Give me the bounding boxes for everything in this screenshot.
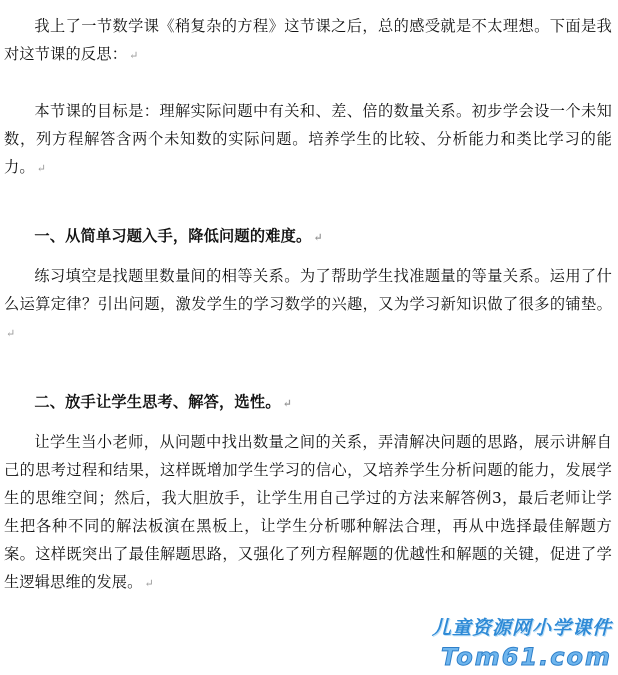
paragraph-mark-icon: ↵ — [144, 577, 154, 590]
site-watermark-logo — [412, 613, 612, 671]
paragraph-mark-icon: ↵ — [129, 49, 139, 62]
watermark-site-name: 儿童资源网小学课件 — [431, 617, 612, 639]
paragraph-mark-icon: ↵ — [313, 231, 323, 244]
paragraph-mark-icon: ↵ — [282, 397, 293, 410]
paragraph-section-2: 让学生当小老师，从问题中找出数量之间的关系，弄清解决问题的思路，展示讲解自己的思考过程和结果，这样既增加学生学习的信心，又培养学生分析问题的能力，发展学生的思维空间；然后，我大胆放手，让学生用自己学过的方法来解答例3，最后老师让学生把各种不同的解法板演在黑板上，让学生分析哪种解法合理，再从中选择最佳解题方案。这样既突出了最佳解题思路，又强化了列方程解题的优越性和解题的关键，促进了学生逻辑思维的发展。 ↵ — [4, 433, 612, 591]
section-heading-2: 二、放手让学生思考、解答，选性。 ↵ — [34, 393, 293, 411]
paragraph-intro: 我上了一节数学课《稍复杂的方程》这节课之后，总的感受就是不太理想。下面是我对这节课的反思： ↵ — [4, 17, 612, 63]
paragraph-mark-icon: ↵ — [36, 162, 47, 175]
section-heading-1: 一、从简单习题入手，降低问题的难度。 ↵ — [34, 227, 323, 245]
paragraph-section-1: 练习填空是找题里数量间的相等关系。为了帮助学生找准题量的等量关系。运用了什么运算定律？引出问题，激发学生的学习数学的兴趣，又为学习新知识做了很多的铺垫。↵ — [4, 267, 612, 340]
paragraph-mark-icon: ↵ — [6, 327, 16, 340]
watermark-domain: Tom61.com — [440, 643, 612, 671]
paragraph-goals: 本节课的目标是：理解实际问题中有关和、差、倍的数量关系。初步学会设一个未知数，列方程解答含两个未知数的实际问题。培养学生的比较、分析能力和类比学习的能力。 ↵ — [4, 102, 612, 176]
